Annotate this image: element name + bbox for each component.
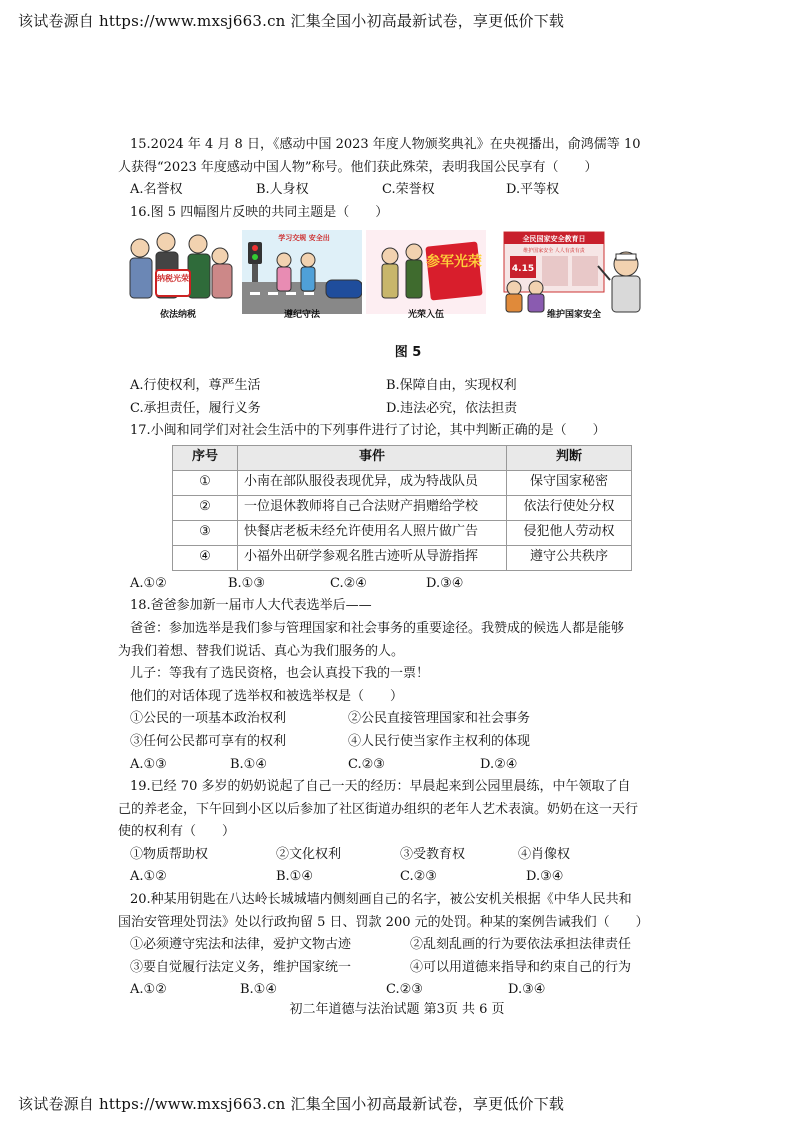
q20-items-row1: [118, 934, 698, 957]
q20-option-d: D.③④: [508, 982, 546, 998]
q15-line2: 人获得“2023 年度感动中国人物”称号。他们获此殊荣，表明我国公民享有（ ）: [118, 159, 598, 175]
picture-army: [366, 230, 486, 326]
q18-items-row1: [118, 708, 698, 731]
q16-option-b: B.保障自由，实现权利: [386, 377, 517, 393]
q20-items-row2: [118, 957, 698, 980]
q18-stem: 18.爸爸参加新一届市人大代表选举后——: [130, 598, 372, 614]
page-footer: 初二年道德与法治试题 第3页 共 6 页: [289, 1002, 505, 1017]
q20-option-c: C.②③: [386, 982, 423, 998]
q18-dad-line1: 爸爸：参加选举是我们参与管理国家和社会事务的重要途径。我赞成的候选人都是能够: [130, 620, 625, 636]
q15-options: [118, 179, 698, 202]
q15-option-c: C.荣誉权: [382, 182, 435, 198]
tax-sign-text: 纳税光荣: [157, 274, 189, 284]
q18-item-4: ④人民行使当家作主权利的体现: [348, 733, 531, 749]
row-judgement: 侵犯他人劳动权: [507, 520, 632, 545]
row-judgement: 遵守公共秩序: [507, 545, 632, 570]
picture-security: [490, 230, 658, 326]
q19-line1: 19.已经 70 多岁的奶奶说起了自己一天的经历：早晨起来到公园里晨练，中午领取了自: [130, 779, 631, 795]
q19-options: [118, 866, 698, 889]
source-banner-top: 该试卷源自 https://www.mxsj663.cn 汇集全国小初高最新试卷，享更低价下载: [18, 12, 565, 30]
q19-item-1: ①物质帮助权: [130, 846, 209, 862]
q19-items: [118, 844, 698, 867]
q19-line2: 己的养老金，下午回到小区以后参加了社区街道办组织的老年人艺术表演。奶奶在这一天行: [118, 801, 639, 817]
table-row: [173, 495, 632, 520]
q16-option-d: D.违法必究，依法担责: [386, 400, 518, 416]
q20-item-1: ①必须遵守宪法和法律，爱护文物古迹: [130, 937, 352, 953]
q20-line1: 20.种某用钥匙在八达岭长城城墙内侧刻画自己的名字，被公安机关根据《中华人民共和: [130, 892, 632, 908]
q20-item-2: ②乱刻乱画的行为要依法承担法律责任: [410, 937, 632, 953]
table-row: [173, 545, 632, 570]
q18-item-1: ①公民的一项基本政治权利: [130, 711, 287, 727]
q18-option-c: C.②③: [348, 756, 385, 772]
row-event: 快餐店老板未经允许使用名人照片做广告: [238, 520, 507, 545]
q17-option-a: A.①②: [130, 575, 167, 591]
picture-law: [242, 230, 362, 326]
picture-tax-caption: 依法纳税: [159, 309, 196, 320]
security-subbanner-text: 维护国家安全 人人有责有责: [523, 248, 585, 255]
q19-option-c: C.②③: [400, 869, 437, 885]
source-banner-bottom: 该试卷源自 https://www.mxsj663.cn 汇集全国小初高最新试卷，享更低价下载: [18, 1095, 565, 1113]
q18-question: 他们的对话体现了选举权和被选举权是（ ）: [130, 688, 404, 704]
q16-options-row2: [118, 398, 698, 421]
picture-law-caption: 遵纪守法: [283, 309, 320, 320]
exam-content: [118, 134, 698, 1002]
q17-option-b: B.①③: [228, 575, 265, 591]
q18-items-row2: [118, 731, 698, 754]
q16-option-a: A.行使权利，尊严生活: [130, 377, 261, 393]
q19-item-3: ③受教育权: [400, 846, 466, 862]
q15-option-d: D.平等权: [506, 182, 560, 198]
row-event: 小福外出研学参观名胜古迹听从导游指挥: [238, 545, 507, 570]
security-banner-text: 全民国家安全教育日: [522, 235, 586, 244]
q19-item-4: ④肖像权: [518, 846, 571, 862]
q18-option-b: B.①④: [230, 756, 267, 772]
q16-options-row1: [118, 375, 698, 398]
table-row: [173, 520, 632, 545]
figure-5: [118, 230, 698, 326]
row-number: ④: [173, 545, 238, 570]
row-judgement: 依法行使处分权: [507, 495, 632, 520]
traffic-illustration: [242, 230, 362, 314]
security-badge-text: 4.15: [511, 264, 535, 275]
q19-option-d: D.③④: [526, 869, 564, 885]
header-judgement: 判断: [507, 445, 632, 470]
tax-illustration: [118, 230, 238, 314]
q19-option-b: B.①④: [276, 869, 313, 885]
q17-option-d: D.③④: [426, 575, 464, 591]
header-event: 事件: [238, 445, 507, 470]
q15-option-a: A.名誉权: [130, 182, 183, 198]
q17-option-c: C.②④: [330, 575, 367, 591]
q19-line3: 使的权利有（ ）: [118, 824, 236, 840]
picture-army-caption: 光荣入伍: [407, 309, 444, 320]
picture-tax: [118, 230, 238, 326]
figure-label: 图 5: [394, 345, 422, 361]
q18-option-a: A.①③: [130, 756, 167, 772]
table-row: [173, 470, 632, 495]
row-number: ③: [173, 520, 238, 545]
q16-stem: 16.图 5 四幅图片反映的共同主题是（ ）: [130, 204, 389, 220]
q15-line1: 15.2024 年 4 月 8 日，《感动中国 2023 年度人物颁奖典礼》在央视播出，俞鸿儒等 10: [130, 137, 641, 152]
row-event: 一位退休教师将自己合法财产捐赠给学校: [238, 495, 507, 520]
q16-option-c: C.承担责任，履行义务: [130, 400, 261, 416]
army-sign-text: 参军光荣: [426, 254, 482, 271]
q15-option-b: B.人身权: [256, 182, 309, 198]
q17-options: [118, 573, 698, 596]
q20-line2: 国治安管理处罚法》处以行政拘留 5 日、罚款 200 元的处罚。种某的案例告诫我们（ ）: [118, 914, 649, 930]
security-illustration: [490, 230, 658, 314]
q20-option-b: B.①④: [240, 982, 277, 998]
q19-option-a: A.①②: [130, 869, 167, 885]
q18-options: [118, 754, 698, 777]
q18-item-2: ②公民直接管理国家和社会事务: [348, 711, 531, 727]
row-number: ①: [173, 470, 238, 495]
q20-item-3: ③要自觉履行法定义务，维护国家统一: [130, 959, 352, 975]
picture-security-caption: 维护国家安全: [546, 309, 601, 320]
q18-dad-line2: 为我们着想、替我们说话、真心为我们服务的人。: [118, 643, 405, 659]
q17-table: [172, 445, 632, 571]
q20-item-4: ④可以用道德来指导和约束自己的行为: [410, 959, 632, 975]
army-illustration: [366, 230, 486, 314]
q18-item-3: ③任何公民都可享有的权利: [130, 733, 287, 749]
q19-item-2: ②文化权利: [276, 846, 342, 862]
q20-option-a: A.①②: [130, 982, 167, 998]
q17-table-header: [173, 445, 632, 470]
row-event: 小南在部队服役表现优异，成为特战队员: [238, 470, 507, 495]
traffic-sign-text: 学习交规 安全出: [278, 234, 330, 243]
row-number: ②: [173, 495, 238, 520]
q18-son-line: 儿子：等我有了选民资格，也会认真投下我的一票！: [130, 666, 430, 682]
q18-option-d: D.②④: [480, 756, 518, 772]
q17-stem: 17.小闽和同学们对社会生活中的下列事件进行了讨论，其中判断正确的是（ ）: [130, 423, 606, 439]
row-judgement: 保守国家秘密: [507, 470, 632, 495]
header-number: 序号: [173, 445, 238, 470]
